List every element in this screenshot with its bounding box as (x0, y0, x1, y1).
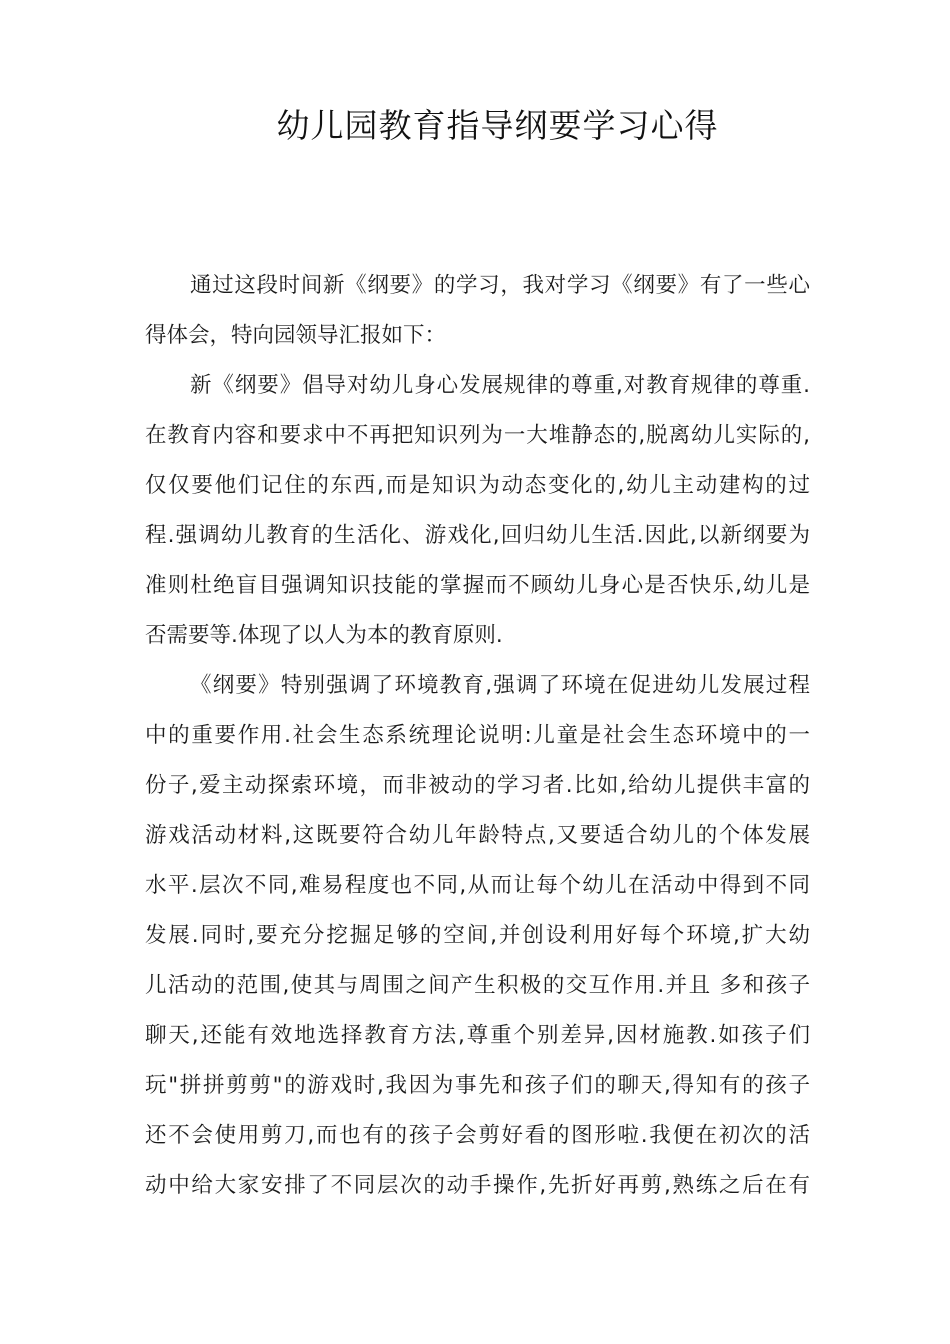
paragraph-3-line-4: 游戏活动材料,这既要符合幼儿年龄特点,又要适合幼儿的个体发展 (145, 823, 810, 848)
paragraph-2-line-5: 准则杜绝盲目强调知识技能的掌握而不顾幼儿身心是否快乐,幼儿是 (145, 573, 810, 598)
paragraph-3-line-8: 聊天,还能有效地选择教育方法,尊重个别差异,因材施教.如孩子们 (145, 1023, 810, 1048)
paragraph-2-line-3: 仅仅要他们记住的东西,而是知识为动态变化的,幼儿主动建构的过 (145, 473, 810, 498)
paragraph-2-line-4: 程.强调幼儿教育的生活化、游戏化,回归幼儿生活.因此,以新纲要为 (145, 523, 810, 548)
document-title: 幼儿园教育指导纲要学习心得 (276, 106, 719, 145)
paragraph-3-line-11: 动中给大家安排了不同层次的动手操作,先折好再剪,熟练之后在有 (145, 1173, 810, 1198)
paragraph-3-line-2: 中的重要作用.社会生态系统理论说明:儿童是社会生态环境中的一 (145, 723, 810, 748)
paragraph-1-line-2: 得体会，特向园领导汇报如下： (145, 323, 447, 348)
paragraph-2-line-6: 否需要等.体现了以人为本的教育原则. (145, 623, 503, 648)
paragraph-1-line-1: 通过这段时间新《纲要》的学习，我对学习《纲要》有了一些心 (190, 273, 810, 298)
paragraph-2-line-1: 新《纲要》倡导对幼儿身心发展规律的尊重,对教育规律的尊重. (190, 373, 810, 398)
paragraph-3-line-7: 儿活动的范围,使其与周围之间产生积极的交互作用.并且 多和孩子 (145, 973, 810, 998)
paragraph-3-line-9: 玩"拼拼剪剪"的游戏时,我因为事先和孩子们的聊天,得知有的孩子 (145, 1073, 810, 1098)
paragraph-3-line-1: 《纲要》特别强调了环境教育,强调了环境在促进幼儿发展过程 (190, 673, 810, 698)
paragraph-2-line-2: 在教育内容和要求中不再把知识列为一大堆静态的,脱离幼儿实际的, (145, 423, 810, 448)
paragraph-3-line-10: 还不会使用剪刀,而也有的孩子会剪好看的图形啦.我便在初次的活 (145, 1123, 810, 1148)
paragraph-3-line-6: 发展.同时,要充分挖掘足够的空间,并创设利用好每个环境,扩大幼 (145, 923, 810, 948)
paragraph-3-line-5: 水平.层次不同,难易程度也不同,从而让每个幼儿在活动中得到不同 (145, 873, 810, 898)
paragraph-3-line-3: 份子,爱主动探索环境，而非被动的学习者.比如,给幼儿提供丰富的 (145, 773, 810, 798)
